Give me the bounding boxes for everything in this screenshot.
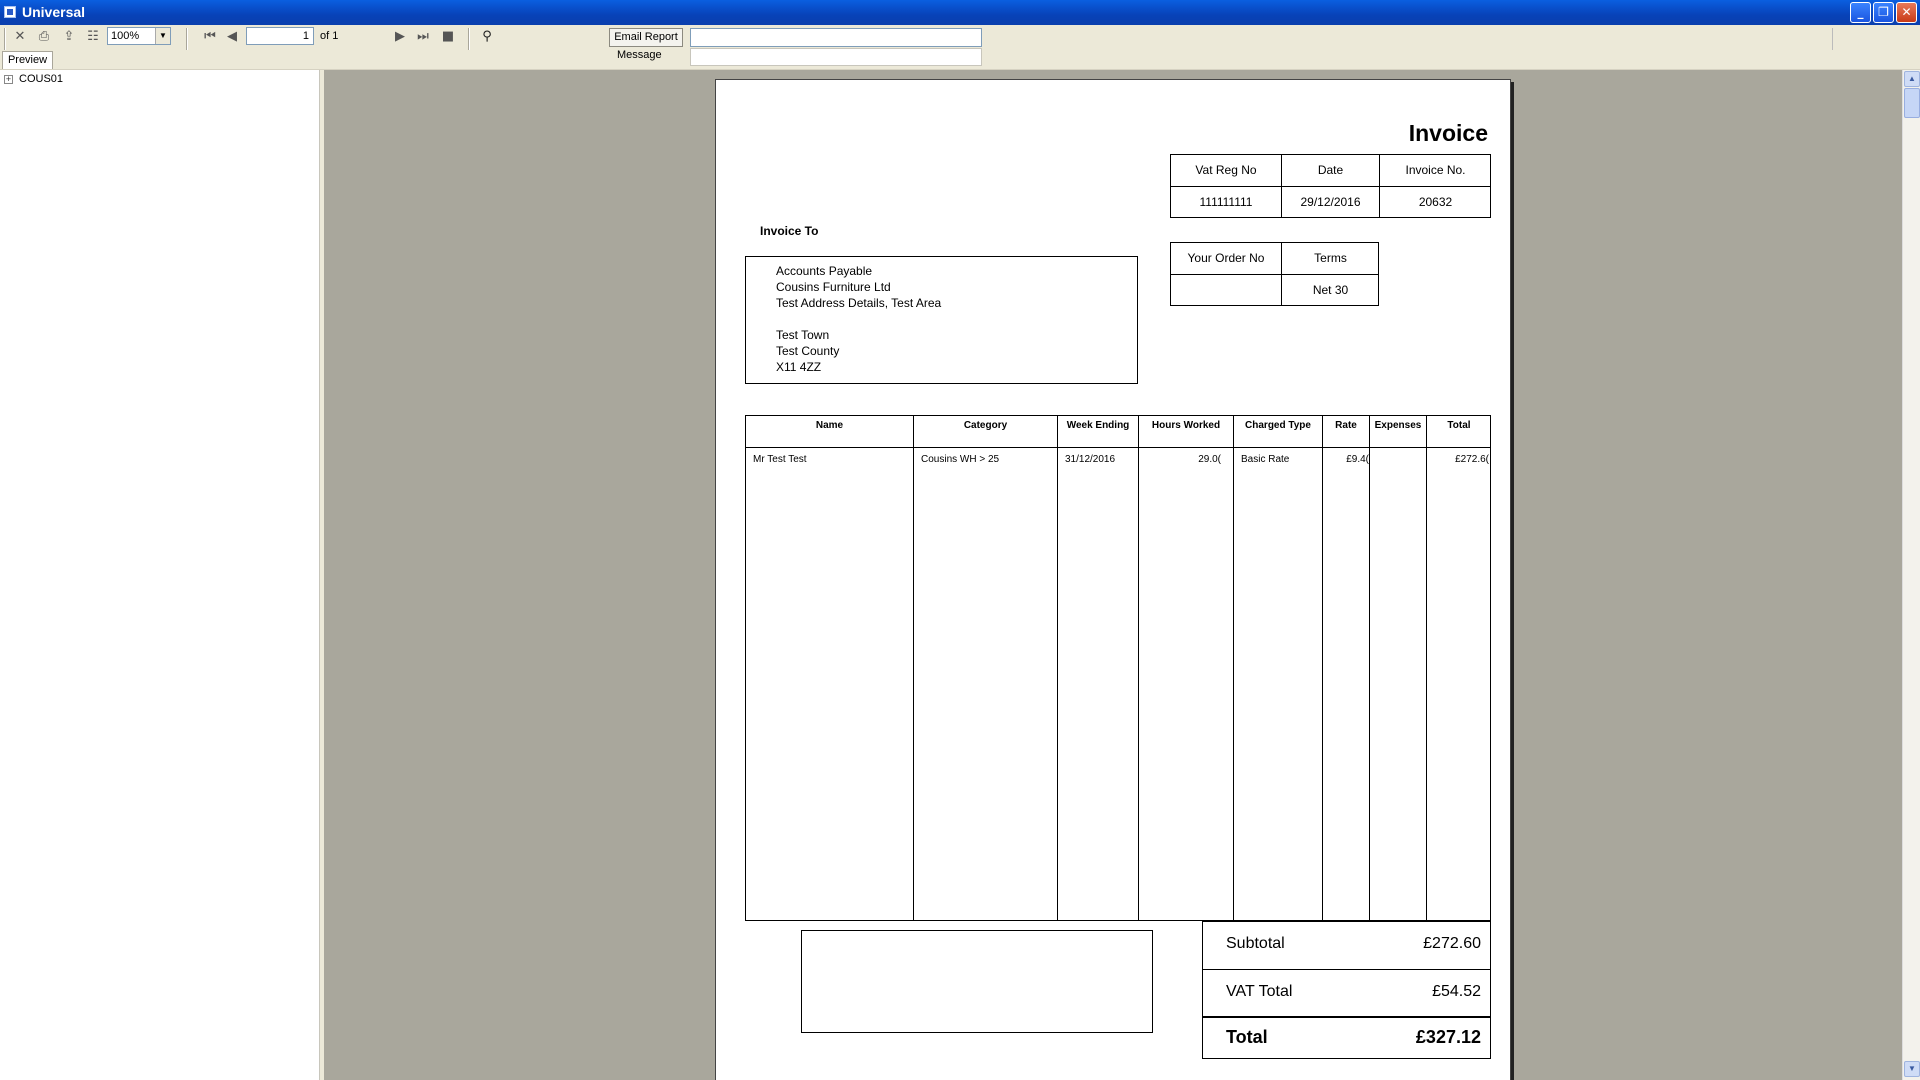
- scroll-down-icon[interactable]: ▼: [1904, 1061, 1920, 1077]
- divider: [1426, 415, 1427, 921]
- previous-page-icon[interactable]: ◀: [227, 29, 237, 44]
- page-number-input[interactable]: 1: [246, 27, 314, 45]
- col-header-rate: Rate: [1335, 420, 1357, 431]
- vat-reg-label: Vat Reg No: [1195, 163, 1257, 177]
- toolbar-separator: [468, 28, 470, 50]
- address-line: Cousins Furniture Ltd: [776, 280, 891, 294]
- col-header-total: Total: [1447, 420, 1471, 431]
- subtotal-value: £272.60: [1423, 935, 1481, 952]
- message-input[interactable]: [690, 48, 982, 66]
- invoice-to-label: Invoice To: [760, 224, 819, 238]
- tree-item-label: COUS01: [19, 73, 64, 85]
- vat-reg-value: 111111111: [1199, 195, 1253, 209]
- divider: [913, 415, 914, 921]
- group-tree-icon[interactable]: ☷: [87, 29, 99, 44]
- expand-icon[interactable]: +: [5, 73, 12, 84]
- order-no-label: Your Order No: [1187, 251, 1265, 265]
- col-header-week-ending: Week Ending: [1066, 420, 1130, 431]
- address-line: X11 4ZZ: [776, 360, 822, 374]
- address-line: Test Address Details, Test Area: [776, 296, 942, 310]
- terms-value: Net 30: [1312, 283, 1349, 297]
- zoom-value: 100%: [111, 30, 140, 42]
- report-viewer: [324, 70, 1902, 1080]
- divider: [745, 447, 1491, 448]
- scroll-up-icon[interactable]: ▲: [1904, 71, 1920, 87]
- toolbar-separator: [186, 28, 188, 50]
- search-binoculars-icon[interactable]: ⚲: [482, 29, 492, 44]
- total-value: £327.12: [1415, 1027, 1481, 1047]
- divider: [1202, 1016, 1491, 1018]
- date-label: Date: [1317, 163, 1344, 177]
- app-icon: [4, 6, 16, 18]
- col-header-category: Category: [963, 420, 1008, 431]
- print-icon[interactable]: ⎙: [38, 29, 50, 44]
- invoice-no-value: 20632: [1418, 195, 1453, 209]
- next-page-icon[interactable]: ▶: [395, 29, 405, 44]
- cell-category: Cousins WH > 25: [921, 454, 1000, 465]
- date-value: 29/12/2016: [1300, 195, 1361, 209]
- divider: [1138, 415, 1139, 921]
- cell-hours-worked: 29.0(: [1198, 454, 1221, 465]
- address-line: Accounts Payable: [776, 264, 873, 278]
- email-address-input[interactable]: [690, 28, 982, 47]
- address-line: Test County: [776, 344, 840, 358]
- cell-rate: £9.4(: [1346, 454, 1369, 465]
- tab-preview[interactable]: Preview: [2, 51, 53, 69]
- window-title: Universal: [22, 4, 86, 20]
- export-icon[interactable]: ⇪: [63, 29, 75, 44]
- vat-total-value: £54.52: [1432, 983, 1481, 1000]
- cell-total: £272.6(: [1455, 454, 1489, 465]
- stop-icon[interactable]: ■: [441, 29, 455, 44]
- invoice-no-label: Invoice No.: [1405, 163, 1466, 177]
- divider: [1233, 415, 1234, 921]
- first-page-icon[interactable]: ⏮: [204, 29, 216, 44]
- message-label: Message: [617, 49, 662, 61]
- tree-item-cous01[interactable]: [4, 73, 63, 85]
- terms-label: Terms: [1314, 251, 1347, 265]
- toolbar-separator: [1832, 28, 1833, 50]
- vat-total-label: VAT Total: [1226, 983, 1293, 1000]
- cell-charged-type: Basic Rate: [1241, 454, 1290, 465]
- divider: [1057, 415, 1058, 921]
- total-label: Total: [1226, 1027, 1268, 1047]
- col-header-name: Name: [815, 420, 844, 431]
- minimize-button[interactable]: _: [1850, 2, 1871, 23]
- close-window-button[interactable]: ✕: [1896, 2, 1917, 23]
- cell-week-ending: 31/12/2016: [1065, 454, 1116, 465]
- address-line: Test Town: [776, 328, 830, 342]
- divider: [1170, 274, 1379, 275]
- divider: [1369, 415, 1370, 921]
- invoice-title: Invoice: [1408, 120, 1488, 146]
- divider: [1202, 969, 1491, 970]
- last-page-icon[interactable]: ⏭: [417, 29, 429, 44]
- notes-box: [801, 930, 1153, 1033]
- invoice-page: [715, 79, 1511, 1080]
- line-items-table: [745, 415, 1491, 921]
- cell-name: Mr Test Test: [753, 454, 807, 465]
- scroll-thumb[interactable]: [1904, 88, 1920, 118]
- email-report-button[interactable]: Email Report: [609, 28, 683, 47]
- divider: [1170, 186, 1491, 187]
- col-header-charged-type: Charged Type: [1245, 420, 1311, 431]
- group-tree-panel: [0, 70, 320, 1080]
- vertical-scrollbar[interactable]: [1902, 70, 1920, 1080]
- divider: [1322, 415, 1323, 921]
- toolbar-separator: [4, 28, 6, 50]
- title-bar: [0, 0, 1920, 25]
- subtotal-label: Subtotal: [1226, 935, 1285, 952]
- col-header-hours-worked: Hours Worked: [1151, 420, 1221, 431]
- restore-button[interactable]: ❐: [1873, 2, 1894, 23]
- chevron-down-icon[interactable]: ▼: [155, 28, 170, 44]
- zoom-select[interactable]: [107, 27, 171, 45]
- col-header-expenses: Expenses: [1374, 420, 1422, 431]
- page-count: of 1: [320, 30, 339, 42]
- close-report-icon[interactable]: ✕: [14, 29, 26, 44]
